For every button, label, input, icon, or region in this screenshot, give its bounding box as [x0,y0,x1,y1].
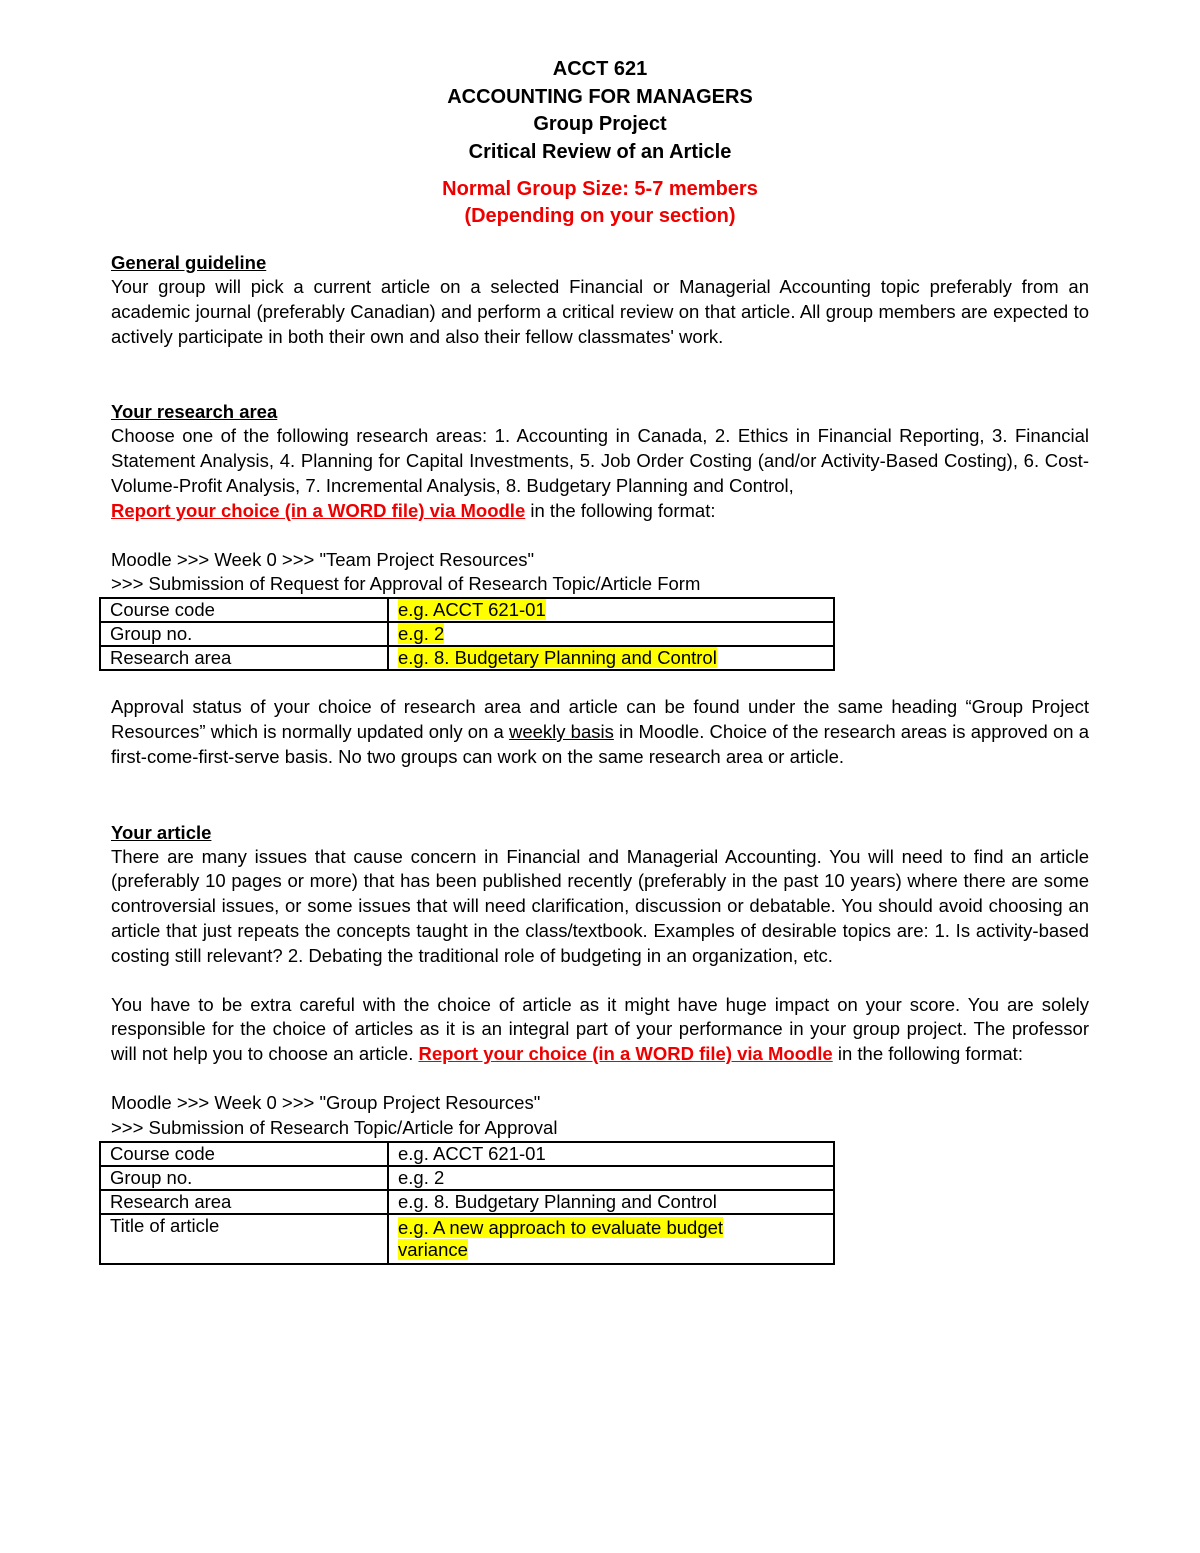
research-report-link: Report your choice (in a WORD file) via Moodle [111,499,526,521]
table-value: e.g. 2 [388,1166,834,1190]
article-body1: There are many issues that cause concern in Financial and Managerial Accounting. You will need to find an article (preferably 10 pages or more) that has been published recently (preferably in the past 10 years) where there are some controversial issues, or some issues that will need clarification, discussion or debatable. You should avoid choosing an article that just repeats the concepts taught in the class/textbook. Examples of desirable topics are: 1. Is activity-based costing still relevant? 2. Debating the traditional role of budgeting in an organization, etc. [111,845,1089,966]
research-path-line1: Moodle >>> Week 0 >>> "Team Project Resources" [111,548,535,570]
research-form-table [99,597,835,671]
project-type: Group Project [533,113,667,135]
table-row [100,1166,834,1190]
table-value-cell [388,598,834,622]
table-value-line2: variance [398,1238,468,1260]
document-subtitle: Critical Review of an Article [468,140,732,163]
document-page [111,56,1089,1265]
research-report-line [111,499,1089,524]
article-report-link: Report your choice (in a WORD file) via Moodle [418,1043,833,1065]
article-report-suffix: in the following format: [832,1043,1023,1065]
approval-text-b: in Moodle. Choice of the research areas is approved on a first-come-first-serve basis. No two groups can work on the same research area or article. [111,720,1089,767]
general-section [111,250,1089,349]
group-size-note: (Depending on your section) [464,205,736,227]
document-header [111,56,1089,230]
general-heading: General guideline [111,252,267,273]
group-size: Normal Group Size: 5-7 members [442,178,758,200]
table-value: e.g. 8. Budgetary Planning and Control [388,1190,834,1214]
table-value-cell [388,646,834,670]
table-label: Group no. [100,622,388,646]
research-body: Choose one of the following research areas: 1. Accounting in Canada, 2. Ethics in Financial Reporting, 3. Financial Statement Analysis, 4. Planning for Capital Investments, 5. Job Order Costing (and/or Activity-Based Costing), 6. Cost-Volume-Profit Analysis, 7. Incremental Analysis, 8. Budgetary Planning and Control, [111,425,1089,496]
table-row [100,1190,834,1214]
table-row [100,598,834,622]
approval-text-a: Approval status of your choice of research area and article can be found under the same heading “Group Project Resources” which is normally updated only on a [111,696,1089,742]
research-heading: Your research area [111,401,278,423]
table-value-cell [388,622,834,646]
article-body2-text: You have to be extra careful with the choice of article as it might have huge impact on your score. You are solely responsible for the choice of articles as it is an integral part of your performance in your group project. The professor will not help you to choose an article. [111,993,1089,1065]
table-label: Course code [100,1142,388,1166]
table-label: Title of article [100,1214,388,1264]
table-value: e.g. 2 [398,623,445,645]
course-title: ACCOUNTING FOR MANAGERS [447,85,753,108]
approval-weekly: weekly basis [508,720,614,742]
table-label: Group no. [100,1166,388,1190]
table-value: e.g. ACCT 621-01 [398,599,546,621]
article-path-line1: Moodle >>> Week 0 >>> "Group Project Resources" [111,1091,541,1113]
article-body2 [111,993,1089,1067]
course-code: ACCT 621 [552,58,648,80]
approval-paragraph [111,695,1089,769]
article-section [111,820,1089,1265]
research-path-line2: >>> Submission of Request for Approval of Research Topic/Article Form [111,573,701,595]
article-path-line2: >>> Submission of Research Topic/Article for Approval [111,1116,558,1138]
table-value: e.g. ACCT 621-01 [388,1142,834,1166]
article-heading: Your article [111,821,212,843]
table-row [100,1142,834,1166]
research-section [111,399,1089,769]
table-row [100,1214,834,1264]
table-value: e.g. 8. Budgetary Planning and Control [398,647,717,669]
table-label: Course code [100,598,388,622]
table-row [100,646,834,670]
table-value-line1: e.g. A new approach to evaluate budget [398,1216,724,1238]
table-label: Research area [100,646,388,670]
table-value-cell [388,1214,834,1264]
table-row [100,622,834,646]
article-form-table [99,1141,835,1265]
table-label: Research area [100,1190,388,1214]
general-body: Your group will pick a current article on a selected Financial or Managerial Accounting topic preferably from an academic journal (preferably Canadian) and perform a critical review on that article. All group members are expected to actively participate in both their own and also their fellow classmates' work. [111,276,1089,347]
research-report-suffix: in the following format: [525,499,716,521]
